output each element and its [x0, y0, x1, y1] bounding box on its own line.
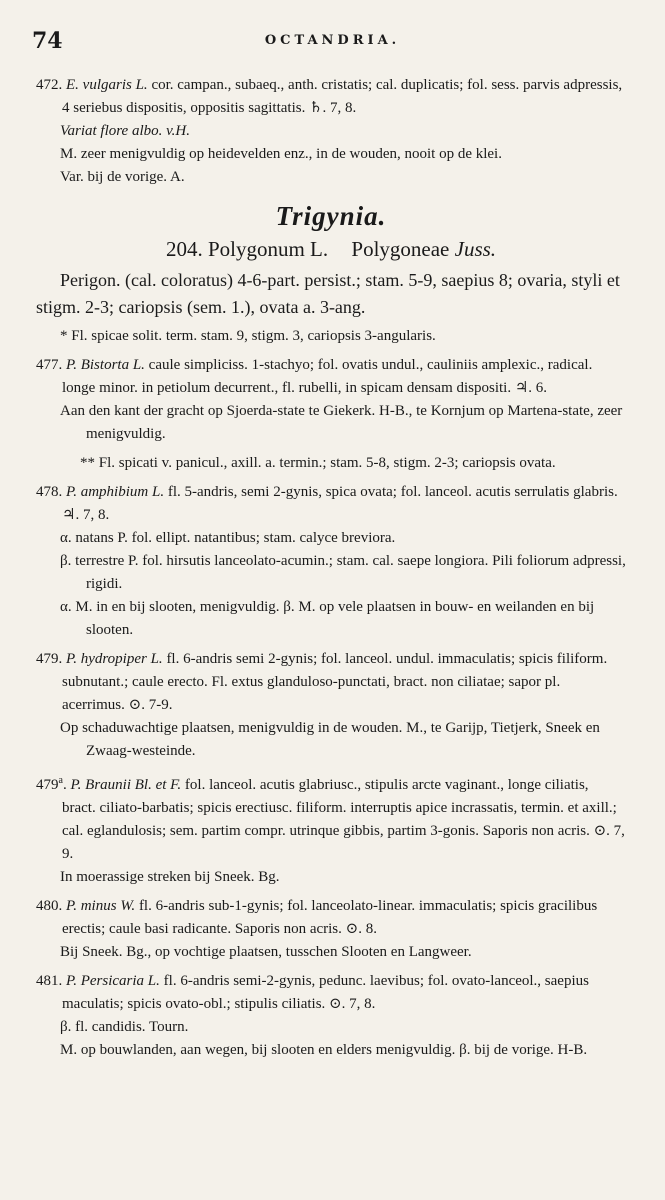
- species-name: P. Braunii Bl. et F.: [70, 777, 182, 793]
- locality-note: Aan den kant der gracht op Sjoerda-state te Giekerk. H-B., te Kornjum op Martena-state, zeer menigvuldig.: [60, 403, 623, 442]
- species-description: fl. 6-andris semi 2-gynis; fol. lanceol. undul. immaculatis; spicis filiform. subnutant.; caule erecto. Fl. extus glanduloso-punctati, bract. non ciliatae; sapor pl. acerrimus. ⊙. 7-9.: [62, 651, 608, 713]
- group-heading-1: * Fl. spicae solit. term. stam. 9, stigm. 3, cariopsis 3-angularis.: [60, 328, 436, 344]
- page-number: 74: [32, 28, 63, 54]
- locality-note: Bij Sneek. Bg., op vochtige plaatsen, tusschen Slooten en Langweer.: [60, 944, 472, 960]
- species-description: fol. lanceol. acutis glabriusc., stipulis arcte vaginant., longe ciliatis, bract. ciliato-barbatis; spicis erectiusc. filiform. interruptis apice incrassatis, termin. et axill.; cal. eglandulosis; sem. partim compr. utrinque gibbis, partim 3-gonis. Saporis non acris. ⊙. 7, 9.: [62, 777, 625, 862]
- page-header: [32, 28, 633, 52]
- species-description: fl. 6-andris sub-1-gynis; fol. lanceolato-linear. immaculatis; spicis gracilibus erectis; caule basi radicante. Saporis non acris. ⊙. 8.: [62, 898, 598, 937]
- variety-beta: β. fl. candidis. Tourn.: [60, 1019, 189, 1035]
- locality-note: Op schaduwachtige plaatsen, menigvuldig in de wouden. M., te Garijp, Tietjerk, Sneek en Zwaag-westeinde.: [60, 720, 600, 759]
- species-entry-479a: [36, 769, 626, 889]
- entry-number: 479.: [36, 651, 63, 667]
- species-entry-481: [36, 970, 626, 1062]
- locality-note: In moerassige streken bij Sneek. Bg.: [60, 869, 280, 885]
- species-entry-478: [36, 481, 626, 642]
- locality-note: M. zeer menigvuldig op heidevelden enz., in de wouden, nooit op de klei.: [60, 146, 502, 162]
- species-description: fl. 6-andris semi-2-gynis, pedunc. laevibus; fol. ovato-lanceol., saepius maculatis; spicis ovato-obl.; stipulis ciliatis. ⊙. 7, 8.: [62, 973, 589, 1012]
- locality-note: M. op bouwlanden, aan wegen, bij slooten en elders menigvuldig. β. bij de vorige. H-B.: [60, 1042, 588, 1058]
- genus-description: Perigon. (cal. coloratus) 4-6-part. persist.; stam. 5-9, saepius 8; ovaria, styli et stigm. 2-3; cariopsis (sem. 1.), ovata a. 3-ang.: [36, 270, 620, 317]
- genus-name: Polygonum L.: [207, 237, 329, 261]
- species-description: caule simpliciss. 1-stachyo; fol. ovatis undul., cauliniis amplexic., radical. longe minor. in petiolum decurrent., fl. rubelli, in spicam densam dispositi. ♃. 6.: [62, 357, 593, 396]
- species-entry-479: [36, 648, 626, 763]
- entry-number: 477.: [36, 357, 63, 373]
- group-heading-2: ** Fl. spicati v. panicul., axill. a. termin.; stam. 5-8, stigm. 2-3; cariopsis ovata.: [80, 455, 556, 471]
- species-name: P. hydropiper L.: [66, 651, 163, 667]
- genus-heading: [36, 238, 626, 261]
- species-name: P. Persicaria L.: [66, 973, 160, 989]
- species-description: fl. 5-andris, semi 2-gynis, spica ovata; fol. lanceol. acutis serrulatis glabris. ♃. 7, 8.: [62, 484, 618, 523]
- variety-alpha: α. natans P. fol. ellipt. natantibus; stam. calyce breviora.: [60, 530, 396, 546]
- species-entry-480: [36, 895, 626, 964]
- species-name: P. amphibium L.: [66, 484, 165, 500]
- species-name: P. minus W.: [66, 898, 136, 914]
- entry-number: 472.: [36, 77, 63, 93]
- species-name: P. Bistorta L.: [66, 357, 145, 373]
- entry-number: 481.: [36, 973, 63, 989]
- family-authority: Juss.: [454, 237, 497, 261]
- entry-number: 479$^a$.: [36, 775, 67, 793]
- species-entry-472: [36, 74, 626, 189]
- variety-note: Variat flore albo. v.H.: [60, 123, 190, 139]
- species-entry-477: [36, 354, 626, 446]
- variety-locality-note: Var. bij de vorige. A.: [60, 169, 185, 185]
- page-body: [36, 74, 626, 1068]
- variety-beta: β. terrestre P. fol. hirsutis lanceolato-acumin.; stam. cal. saepe longiora. Pili foliorum adpressi, rigidi.: [60, 553, 626, 592]
- section-title: Trigynia.: [275, 201, 387, 231]
- entry-number: 480.: [36, 898, 63, 914]
- locality-note: α. M. in en bij slooten, menigvuldig. β. M. op vele plaatsen in bouw- en weilanden en bij slooten.: [60, 599, 595, 638]
- running-title: OCTANDRIA.: [264, 33, 401, 48]
- entry-number: 478.: [36, 484, 63, 500]
- genus-number: 204.: [165, 237, 203, 261]
- species-name: E. vulgaris L.: [66, 77, 148, 93]
- family-name: Polygoneae: [351, 237, 450, 261]
- species-description: cor. campan., subaeq., anth. cristatis; cal. duplicatis; fol. sess. parvis adpressis, 4 seriebus dispositis, oppositis sagittatis. ♄. 7, 8.: [62, 77, 623, 116]
